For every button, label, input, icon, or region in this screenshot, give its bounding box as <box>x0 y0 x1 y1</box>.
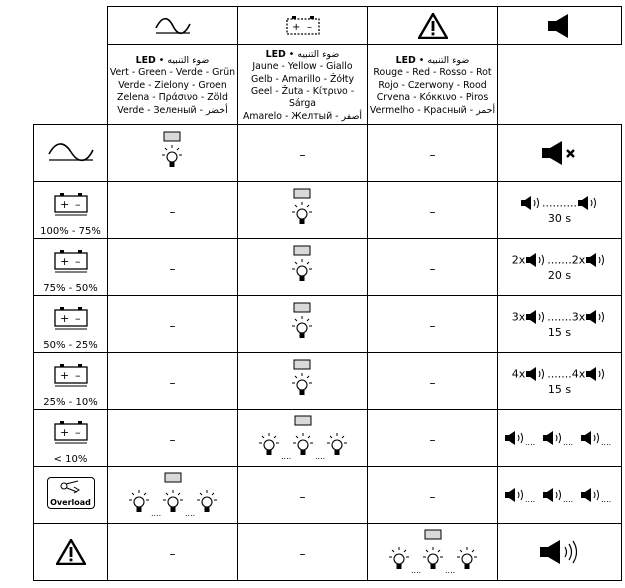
legend-line: Rouge - Red - Rosso - Rot <box>373 67 492 79</box>
beep-count: 3x <box>571 310 586 324</box>
dash: – <box>429 318 436 333</box>
buzzer-cell <box>498 410 622 467</box>
led-flashing-bulbs-icon <box>253 415 353 461</box>
dash: – <box>429 204 436 219</box>
mains-sine-icon <box>46 142 96 164</box>
svg-text:....: .... <box>524 438 535 448</box>
legend-red: LED • ضوء التنبيه Rouge - Red - Rosso - Rot Rojo - Czerwony - Rood Crvena - Κόκκινο - Piros Vermelho - Красный - أحمر <box>368 45 498 125</box>
beep-count: 3x <box>511 310 526 324</box>
svg-text:+: + <box>291 21 300 33</box>
warning-triangle-icon <box>56 539 86 565</box>
battery-icon <box>285 14 321 38</box>
buzzer-cell <box>498 353 622 410</box>
svg-text:....: .... <box>562 495 573 505</box>
yellow-led-cell <box>238 296 368 353</box>
dash: – <box>429 261 436 276</box>
row-label-battery <box>34 296 108 353</box>
green-led-cell <box>108 353 238 410</box>
dash: – <box>169 432 176 447</box>
red-led-cell <box>368 410 498 467</box>
legend-yellow: LED • ضوء التنبيه Jaune - Yellow - Giallo Gelb - Amarillo - Żółty Geel - Žuta - Κίτρινο - Sárga Amarelo - Желтый - أصفر <box>238 45 368 125</box>
dash: – <box>299 147 306 162</box>
header-mains <box>108 7 238 45</box>
corner-blank-2 <box>34 45 108 125</box>
legend-line: Amarelo - Желтый - أصفر <box>242 110 363 122</box>
svg-text:–: – <box>74 255 80 268</box>
svg-text:+: + <box>59 312 69 325</box>
svg-text:....: .... <box>444 566 455 575</box>
green-led-cell <box>108 239 238 296</box>
red-led-cell <box>368 524 498 581</box>
alarm-status-table <box>33 6 622 581</box>
svg-text:+: + <box>59 255 69 268</box>
battery-level-label: 50% - 25% <box>43 340 98 351</box>
row-warning <box>34 524 622 581</box>
led-label: LED <box>135 54 156 66</box>
buzzer-cell <box>498 182 622 239</box>
green-led-cell <box>108 467 238 524</box>
buzzer-cell <box>498 125 622 182</box>
legend-green: LED • ضوء التنبيه Vert - Green - Verde - Grün Verde - Zielony - Groen Zelena - Πράσινο - Zöld Verde - Зеленый - أخضر <box>108 45 238 125</box>
beep-speaker-icon <box>520 195 542 211</box>
buzzer-muted-icon <box>538 139 582 167</box>
header-warning <box>368 7 498 45</box>
arabic-title: ضوء التنبيه <box>167 54 210 66</box>
svg-text:....: .... <box>524 495 535 505</box>
buzzer-speaker-icon <box>545 13 575 39</box>
led-flashing-bulbs-icon <box>383 529 483 575</box>
warning-triangle-icon <box>418 13 448 39</box>
row-label-overload <box>34 467 108 524</box>
dash: – <box>299 489 306 504</box>
overload-symbol-icon <box>48 478 94 496</box>
legend-line: Geel - Žuta - Κίτρινο - Sárga <box>250 86 355 110</box>
svg-text:+: + <box>59 198 69 211</box>
battery-level-label: 100% - 75% <box>40 226 101 237</box>
svg-text:–: – <box>74 426 80 439</box>
overload-label: Overload <box>50 498 91 507</box>
led-flashing-bulbs-icon <box>123 472 223 518</box>
svg-text:....: .... <box>184 509 195 518</box>
beep-count: 4x <box>571 367 586 381</box>
green-led-cell <box>108 524 238 581</box>
battery-icon <box>53 191 89 217</box>
row-battery-100-75 <box>34 182 622 239</box>
buzzer-continuous-icon <box>534 537 586 567</box>
battery-icon <box>53 419 89 445</box>
dash: – <box>169 261 176 276</box>
battery-icon <box>53 362 89 388</box>
beep-speaker-icon <box>585 309 607 325</box>
battery-level-label: 25% - 10% <box>43 397 98 408</box>
dash: – <box>429 489 436 504</box>
green-led-cell <box>108 125 238 182</box>
led-bulb-icon <box>288 302 318 346</box>
row-label-battery <box>34 353 108 410</box>
battery-level-label: 75% - 50% <box>43 283 98 294</box>
yellow-led-cell <box>238 182 368 239</box>
red-led-cell <box>368 467 498 524</box>
green-led-cell <box>108 296 238 353</box>
green-led-cell <box>108 410 238 467</box>
legend-line: Zelena - Πράσινο - Zöld <box>117 92 228 104</box>
yellow-led-cell <box>238 467 368 524</box>
row-label-battery <box>34 239 108 296</box>
led-bulb-icon <box>288 188 318 232</box>
led-bulb-icon <box>288 245 318 289</box>
beep-duration: 15 s <box>547 383 572 396</box>
yellow-led-cell <box>238 125 368 182</box>
red-led-cell <box>368 296 498 353</box>
arabic-title: ضوء التنبيه <box>297 48 340 60</box>
beep-duration: 20 s <box>547 269 572 282</box>
beep-duration: 15 s <box>547 326 572 339</box>
svg-text:+: + <box>59 426 69 439</box>
beep-count: 4x <box>511 367 526 381</box>
battery-icon <box>53 305 89 331</box>
dash: – <box>169 318 176 333</box>
row-mains <box>34 125 622 182</box>
row-label-mains <box>34 125 108 182</box>
red-led-cell <box>368 353 498 410</box>
legend-line: Rojo - Czerwony - Rood <box>378 79 487 91</box>
svg-text:....: .... <box>280 452 291 461</box>
dash: – <box>429 375 436 390</box>
legend-line: Gelb - Amarillo - Żółty <box>250 73 354 85</box>
dash: – <box>429 432 436 447</box>
red-led-cell <box>368 239 498 296</box>
battery-icon <box>53 248 89 274</box>
dash: – <box>169 204 176 219</box>
svg-text:....: .... <box>410 566 421 575</box>
svg-text:....: .... <box>562 438 573 448</box>
legend-line: Verde - Зеленый - أخضر <box>117 104 228 116</box>
svg-text:....: .... <box>150 509 161 518</box>
beep-speaker-icon <box>525 366 547 382</box>
yellow-led-cell <box>238 524 368 581</box>
header-battery <box>238 7 368 45</box>
mains-sine-icon <box>154 16 192 36</box>
beep-continuous-icon <box>504 428 616 448</box>
svg-text:–: – <box>74 312 80 325</box>
buzzer-cell <box>498 296 622 353</box>
svg-text:+: + <box>59 369 69 382</box>
svg-text:....: .... <box>600 438 611 448</box>
overload-icon <box>47 477 95 509</box>
legend-line: Jaune - Yellow - Giallo <box>252 61 353 73</box>
led-bulb-icon <box>158 131 188 175</box>
dash: – <box>169 375 176 390</box>
buzzer-cell <box>498 467 622 524</box>
beep-speaker-icon <box>585 252 607 268</box>
beep-interval-dots: ....... <box>547 367 572 381</box>
svg-text:....: .... <box>600 495 611 505</box>
battery-level-label: < 10% <box>53 454 88 465</box>
beep-speaker-icon <box>525 309 547 325</box>
red-led-cell <box>368 182 498 239</box>
red-led-cell <box>368 125 498 182</box>
svg-text:–: – <box>74 369 80 382</box>
row-battery-75-50 <box>34 239 622 296</box>
legend-blank <box>498 45 622 125</box>
beep-interval-dots: ....... <box>547 310 572 324</box>
svg-text:....: .... <box>314 452 325 461</box>
beep-speaker-icon <box>525 252 547 268</box>
row-battery-lt10 <box>34 410 622 467</box>
dash: – <box>169 546 176 561</box>
beep-duration: 30 s <box>547 212 572 225</box>
beep-count: 2x <box>571 253 586 267</box>
row-label-battery <box>34 182 108 239</box>
yellow-led-cell <box>238 239 368 296</box>
beep-count: 2x <box>511 253 526 267</box>
legend-line: Vert - Green - Verde - Grün <box>109 67 236 79</box>
legend-line: Vermelho - Красный - أحمر <box>369 104 496 116</box>
led-label: LED <box>265 48 286 60</box>
svg-text:–: – <box>306 21 312 33</box>
buzzer-cell <box>498 239 622 296</box>
row-label-warning <box>34 524 108 581</box>
arabic-title: ضوء التنبيه <box>427 54 470 66</box>
yellow-led-cell <box>238 410 368 467</box>
beep-continuous-icon <box>504 485 616 505</box>
row-overload <box>34 467 622 524</box>
row-battery-50-25 <box>34 296 622 353</box>
beep-interval-dots: ....... <box>547 253 572 267</box>
beep-interval-dots: .......... <box>542 196 577 210</box>
green-led-cell <box>108 182 238 239</box>
legend-line: Verde - Zielony - Groen <box>118 79 227 91</box>
legend-line: Crvena - Κόκκινο - Piros <box>376 92 489 104</box>
corner-blank <box>34 7 108 45</box>
beep-speaker-icon <box>585 366 607 382</box>
dash: – <box>429 147 436 162</box>
row-label-battery <box>34 410 108 467</box>
dash: – <box>299 546 306 561</box>
buzzer-cell <box>498 524 622 581</box>
led-label: LED <box>395 54 416 66</box>
beep-speaker-icon <box>577 195 599 211</box>
svg-text:–: – <box>74 198 80 211</box>
header-buzzer <box>498 7 622 45</box>
row-battery-25-10 <box>34 353 622 410</box>
yellow-led-cell <box>238 353 368 410</box>
led-bulb-icon <box>288 359 318 403</box>
